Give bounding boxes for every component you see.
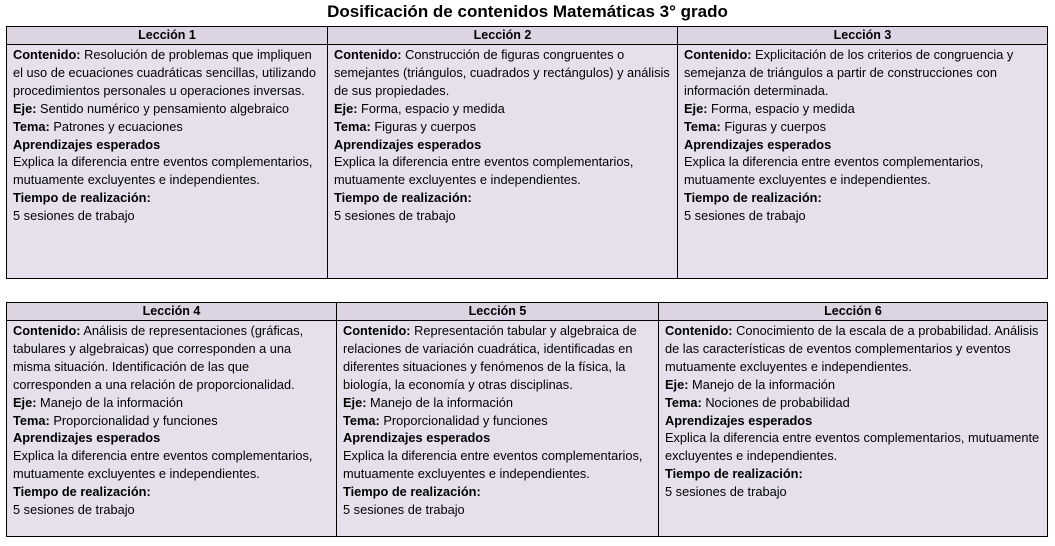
tema-label: Tema: [684, 118, 721, 134]
eje-line [13, 394, 330, 412]
eje-line [334, 100, 671, 118]
tiempo-text: 5 sesiones de trabajo [334, 208, 456, 224]
tema-line [684, 118, 1041, 136]
tema-line [334, 118, 671, 136]
lesson-6-header: Lección 6 [659, 303, 1048, 321]
tiempo-text: 5 sesiones de trabajo [343, 502, 465, 518]
eje-label: Eje: [334, 100, 358, 116]
lesson-1-cell [7, 45, 328, 279]
lesson-5-header: Lección 5 [337, 303, 659, 321]
contenido-label: Contenido: [13, 47, 81, 62]
contenido-text: Conocimiento de la escala de a probabilidad. Análisis de las características de eventos complementarios y eventos mutuamente excluyentes e independientes. [665, 323, 1039, 374]
eje-text: Manejo de la información [370, 394, 514, 410]
tema-text: Figuras y cuerpos [724, 118, 827, 134]
tema-line [343, 412, 652, 430]
eje-line [665, 376, 1041, 394]
contenido-text: Explicitación de los criterios de congruencia y semejanza de triángulos a partir de construcciones con información determinada. [684, 47, 1014, 98]
lesson-2-cell [328, 45, 678, 279]
eje-line [13, 100, 321, 118]
lesson-3-header: Lección 3 [678, 27, 1048, 45]
lessons-table-top [6, 26, 1048, 279]
aprendizajes-label: Aprendizajes esperados [334, 136, 482, 152]
contenido-text: Análisis de representaciones (gráficas, tabulares y algebraicas) que corresponden a una misma situación. Identificación de las que corresponden a una relación de proporcionalidad. [13, 323, 304, 392]
eje-label: Eje: [343, 394, 367, 410]
lesson-1-header: Lección 1 [7, 27, 328, 45]
eje-line [343, 394, 652, 412]
lesson-4-cell [7, 321, 337, 537]
lesson-2-header: Lección 2 [328, 27, 678, 45]
tema-label: Tema: [343, 412, 380, 428]
eje-label: Eje: [665, 376, 689, 392]
tiempo-text: 5 sesiones de trabajo [13, 502, 135, 518]
aprendizajes-text: Explica la diferencia entre eventos complementarios, mutuamente excluyentes e independientes. [343, 448, 643, 482]
contenido-text: Construcción de figuras congruentes o semejantes (triángulos, cuadrados y rectángulos) y análisis de sus propiedades. [334, 47, 670, 98]
contenido-line [13, 322, 330, 394]
tiempo-label: Tiempo de realización: [334, 190, 472, 206]
lesson-4-header: Lección 4 [7, 303, 337, 321]
table-header-row [7, 303, 1048, 321]
tema-label: Tema: [13, 118, 50, 134]
aprendizajes-text: Explica la diferencia entre eventos complementarios, mutuamente excluyentes e independientes. [13, 154, 313, 188]
lesson-6-cell [659, 321, 1048, 537]
tema-line [13, 118, 321, 136]
eje-text: Sentido numérico y pensamiento algebraico [40, 100, 290, 116]
lesson-3-cell [678, 45, 1048, 279]
contenido-line [684, 46, 1041, 100]
tiempo-label: Tiempo de realización: [343, 484, 481, 500]
eje-line [684, 100, 1041, 118]
contenido-label: Contenido: [13, 323, 81, 338]
aprendizajes-label: Aprendizajes esperados [665, 412, 813, 428]
tiempo-label: Tiempo de realización: [13, 190, 151, 206]
tema-label: Tema: [665, 394, 702, 410]
contenido-label: Contenido: [334, 47, 402, 62]
tiempo-text: 5 sesiones de trabajo [684, 208, 806, 224]
contenido-label: Contenido: [343, 323, 411, 338]
contenido-line [13, 46, 321, 100]
aprendizajes-text: Explica la diferencia entre eventos complementarios, mutuamente excluyentes e independientes. [684, 154, 984, 188]
tema-text: Patrones y ecuaciones [53, 118, 183, 134]
eje-text: Manejo de la información [40, 394, 184, 410]
aprendizajes-text: Explica la diferencia entre eventos complementarios, mutuamente excluyentes e independientes. [334, 154, 634, 188]
tema-text: Proporcionalidad y funciones [53, 412, 218, 428]
tema-line [665, 394, 1041, 412]
aprendizajes-label: Aprendizajes esperados [343, 430, 491, 446]
contenido-label: Contenido: [665, 323, 733, 338]
tema-label: Tema: [13, 412, 50, 428]
eje-label: Eje: [684, 100, 708, 116]
contenido-label: Contenido: [684, 47, 752, 62]
contenido-text: Resolución de problemas que impliquen el uso de ecuaciones cuadráticas sencillas, utilizando procedimientos personales u operaciones inversas. [13, 47, 317, 98]
tiempo-label: Tiempo de realización: [13, 484, 151, 500]
tiempo-label: Tiempo de realización: [684, 190, 822, 206]
aprendizajes-label: Aprendizajes esperados [13, 136, 161, 152]
aprendizajes-text: Explica la diferencia entre eventos complementarios, mutuamente excluyentes e independientes. [13, 448, 313, 482]
aprendizajes-label: Aprendizajes esperados [684, 136, 832, 152]
table-body-row [7, 45, 1048, 279]
contenido-line [665, 322, 1041, 376]
eje-label: Eje: [13, 100, 37, 116]
tema-label: Tema: [334, 118, 371, 134]
tiempo-text: 5 sesiones de trabajo [665, 484, 787, 500]
aprendizajes-text: Explica la diferencia entre eventos complementarios, mutuamente excluyentes e independientes. [665, 430, 1040, 464]
tema-text: Proporcionalidad y funciones [383, 412, 548, 428]
eje-text: Forma, espacio y medida [361, 100, 505, 116]
aprendizajes-label: Aprendizajes esperados [13, 430, 161, 446]
contenido-text: Representación tabular y algebraica de relaciones de variación cuadrática, identificadas en diferentes situaciones y fenómenos de la física, la biología, la economía y otras disciplinas. [343, 323, 637, 392]
contenido-line [334, 46, 671, 100]
contenido-line [343, 322, 652, 394]
eje-label: Eje: [13, 394, 37, 410]
lessons-table-bottom [6, 302, 1048, 537]
table-header-row [7, 27, 1048, 45]
document-title: Dosificación de contenidos Matemáticas 3° grado [327, 2, 728, 21]
eje-text: Forma, espacio y medida [711, 100, 855, 116]
lesson-5-cell [337, 321, 659, 537]
eje-text: Manejo de la información [692, 376, 836, 392]
tiempo-label: Tiempo de realización: [665, 466, 803, 482]
tema-line [13, 412, 330, 430]
tema-text: Figuras y cuerpos [374, 118, 477, 134]
table-body-row [7, 321, 1048, 537]
tema-text: Nociones de probabilidad [705, 394, 850, 410]
tiempo-text: 5 sesiones de trabajo [13, 208, 135, 224]
